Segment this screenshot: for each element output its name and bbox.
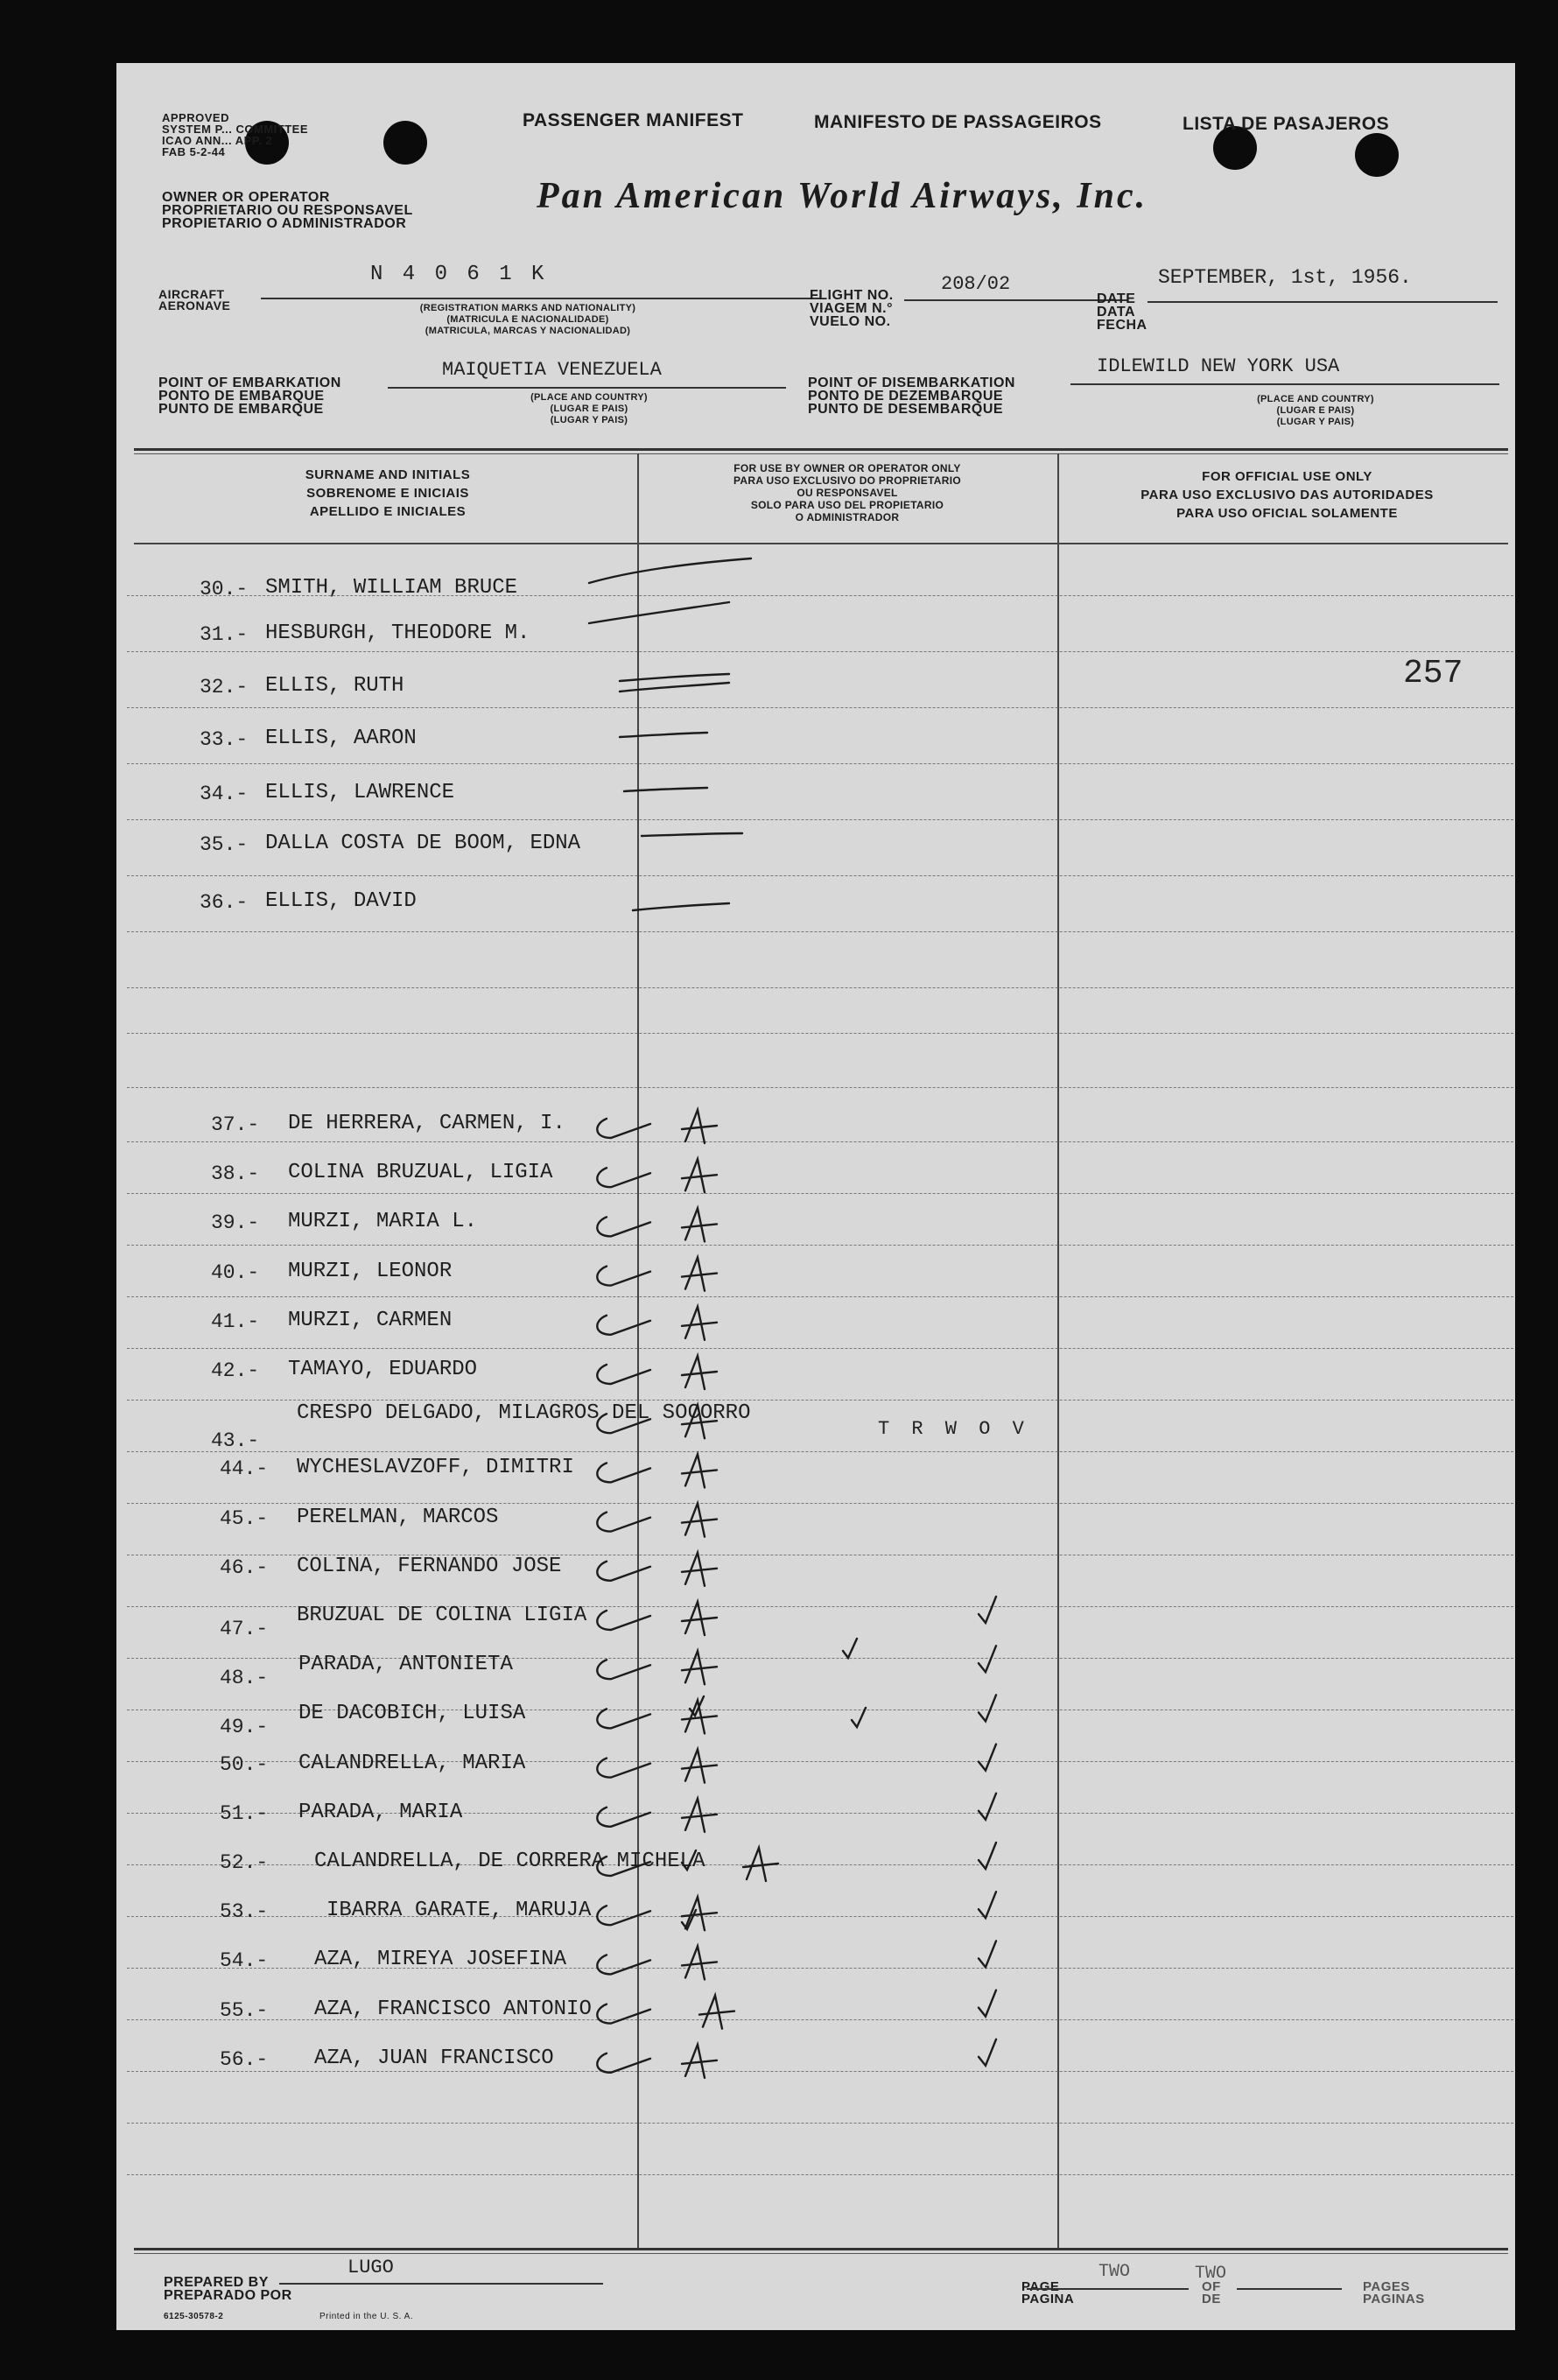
of-label: OF DE (1202, 2279, 1221, 2306)
approval-mark (682, 2045, 717, 2078)
passenger-name: PARADA, ANTONIETA (298, 1653, 513, 1677)
check-dash (633, 903, 729, 910)
passenger-name: AZA, JUAN FRANCISCO (314, 2046, 554, 2070)
check-mark (597, 2004, 650, 2024)
check-dash (589, 602, 729, 623)
check-mark (597, 1119, 650, 1138)
passenger-name: PERELMAN, MARCOS (297, 1505, 499, 1529)
approval-mark (682, 1750, 717, 1783)
approval-mark (682, 1258, 717, 1291)
tick-mark (979, 1843, 996, 1869)
passenger-number: 43.- (211, 1429, 260, 1453)
approval-mark (682, 1946, 717, 1979)
passenger-name: COLINA BRUZUAL, LIGIA (288, 1161, 553, 1185)
form-approval: APPROVED SYSTEM P... COMMITTEE ICAO ANN... APP. 2 FAB 5-2-44 (162, 111, 309, 158)
approval-mark (682, 1110, 717, 1143)
approval-mark (682, 1700, 717, 1733)
prepared-by-line (279, 2283, 603, 2285)
passenger-number: 31.- (200, 623, 249, 646)
embarkation-value: MAIQUETIA VENEZUELA (442, 359, 662, 381)
approval-mark (682, 1159, 717, 1192)
check-dash (624, 788, 707, 791)
embarkation-sub: (PLACE AND COUNTRY) (LUGAR E PAIS) (LUGAR Y PAIS) (530, 392, 648, 425)
footer-rule (134, 2248, 1508, 2250)
passenger-number: 48.- (220, 1667, 269, 1690)
passenger-number: 35.- (200, 833, 249, 856)
embarkation-label: POINT OF EMBARKATION PONTO DE EMBARQUE PUNTO DE EMBARQUE (158, 376, 341, 417)
passenger-number: 47.- (220, 1618, 269, 1640)
check-dash (620, 683, 729, 692)
passenger-number: 42.- (211, 1359, 260, 1382)
passenger-name: CALANDRELLA, DE CORRERA MICHELA (314, 1850, 705, 1873)
check-dash (620, 674, 729, 681)
check-mark (597, 1562, 650, 1581)
prepared-by-label: PREPARED BY PREPARADO POR (164, 2275, 292, 2303)
check-dash (642, 833, 742, 836)
check-mark (597, 1267, 650, 1286)
passenger-number: 46.- (220, 1555, 269, 1579)
passenger-name: PARADA, MARIA (298, 1800, 463, 1824)
check-mark (597, 1857, 650, 1876)
check-mark (597, 1168, 650, 1187)
approval-mark (682, 1602, 717, 1635)
passenger-number: 49.- (220, 1716, 269, 1739)
disembarkation-label: POINT OF DISEMBARKATION PONTO DE DEZEMBARQUE PUNTO DE DESEMBARQUE (808, 376, 1015, 417)
passenger-name: WYCHESLAVZOFF, DIMITRI (297, 1456, 574, 1480)
tick-mark (979, 1597, 996, 1623)
passenger-number: 54.- (220, 1949, 269, 1973)
approval-mark (682, 1405, 717, 1438)
tick-mark (682, 1850, 696, 1870)
passenger-name: HESBURGH, THEODORE M. (265, 621, 530, 645)
company-name: Pan American World Airways, Inc. (537, 176, 1148, 216)
title-pt: MANIFESTO DE PASSAGEIROS (814, 112, 1102, 132)
passenger-number: 37.- (211, 1113, 260, 1136)
handwritten-marks (116, 63, 1515, 2330)
check-mark (597, 1365, 650, 1384)
passenger-name: ELLIS, AARON (265, 727, 417, 750)
passenger-name: BRUZUAL DE COLINA LIGIA (297, 1604, 587, 1627)
passenger-number: 39.- (211, 1211, 260, 1235)
operator-note: T R W O V (878, 1418, 1029, 1440)
passenger-name: COLINA, FERNANDO JOSE (297, 1554, 562, 1578)
page-line (1027, 2288, 1189, 2290)
approval-mark (682, 1504, 717, 1537)
prepared-by-value: LUGO (347, 2257, 394, 2278)
check-mark (597, 1660, 650, 1679)
approval-mark (682, 1454, 717, 1487)
passenger-number: 40.- (211, 1260, 260, 1284)
printed-note: Printed in the U. S. A. (319, 2312, 414, 2321)
disembarkation-value: IDLEWILD NEW YORK USA (1097, 355, 1340, 377)
tick-mark (979, 1990, 996, 2017)
check-mark (597, 1513, 650, 1532)
aircraft-value: N 4 0 6 1 K (370, 263, 548, 286)
pages-label: PAGES PAGINAS (1363, 2279, 1425, 2306)
tick-mark (852, 1708, 866, 1727)
flight-label: FLIGHT NO. VIAGEM N.° VUELO NO. (810, 288, 894, 329)
check-mark (597, 1759, 650, 1778)
passenger-number: 33.- (200, 728, 249, 751)
passenger-number: 55.- (220, 1998, 269, 2022)
of-value: TWO (1195, 2264, 1227, 2284)
passenger-number: 45.- (220, 1506, 269, 1530)
date-label: DATE DATA FECHA (1097, 291, 1147, 333)
passenger-name: CRESPO DELGADO, MILAGROS DEL SOCORRO (297, 1401, 751, 1426)
tick-mark (843, 1639, 857, 1658)
passenger-number: 52.- (220, 1851, 269, 1874)
check-mark (597, 1906, 650, 1925)
tick-mark (979, 1695, 996, 1721)
check-mark (597, 1316, 650, 1335)
passenger-number: 56.- (220, 2047, 269, 2071)
approval-mark (682, 1897, 717, 1930)
passenger-name: MURZI, LEONOR (288, 1259, 453, 1283)
passenger-name: DE HERRERA, CARMEN, I. (288, 1112, 565, 1135)
approval-mark (682, 1208, 717, 1241)
check-mark (597, 1611, 650, 1630)
approval-mark (682, 1799, 717, 1832)
col-name-header: SURNAME AND INITIALS SOBRENOME E INICIAIS APELLIDO E INICIALES (305, 467, 471, 519)
col-official-header: FOR OFFICIAL USE ONLY PARA USO EXCLUSIVO DAS AUTORIDADES PARA USO OFICIAL SOLAMENTE (1140, 469, 1434, 521)
passenger-number: 41.- (211, 1309, 260, 1333)
page-value: TWO (1098, 2262, 1131, 2282)
passenger-number: 51.- (220, 1801, 269, 1825)
tick-mark (979, 1892, 996, 1918)
check-mark (597, 1955, 650, 1974)
owner-label: OWNER OR OPERATOR PROPRIETARIO OU RESPONSAVEL PROPIETARIO O ADMINISTRADOR (162, 190, 413, 231)
disembarkation-sub: (PLACE AND COUNTRY) (LUGAR E PAIS) (LUGAR Y PAIS) (1257, 394, 1374, 427)
passenger-name: AZA, FRANCISCO ANTONIO (314, 1997, 592, 2021)
page-label: PAGE PAGINA (1021, 2279, 1075, 2306)
passenger-name: TAMAYO, EDUARDO (288, 1358, 478, 1381)
passenger-number: 30.- (200, 578, 249, 600)
aircraft-label: AIRCRAFT AERONAVE (158, 287, 231, 312)
approval-mark (699, 1996, 734, 2029)
passenger-number: 44.- (220, 1457, 269, 1481)
of-line (1237, 2288, 1342, 2290)
passenger-number: 36.- (200, 891, 249, 914)
flight-value: 208/02 (941, 273, 1011, 295)
aircraft-sub: (REGISTRATION MARKS AND NATIONALITY) (MATRICULA E NACIONALIDADE) (MATRICULA, MARCAS Y NACIONALIDAD) (419, 303, 636, 336)
approval-mark (682, 1356, 717, 1389)
tick-mark (979, 2039, 996, 2066)
title-en: PASSENGER MANIFEST (523, 110, 744, 130)
passenger-name: ELLIS, LAWRENCE (265, 781, 455, 804)
passenger-name: ELLIS, DAVID (265, 889, 417, 913)
check-dash (620, 733, 707, 737)
col-operator-header: FOR USE BY OWNER OR OPERATOR ONLY PARA USO EXCLUSIVO DO PROPRIETARIO OU RESPONSAVEL SOLO PARA USO DEL PROPIETARIO O ADMINISTRADOR (733, 462, 961, 523)
check-mark (597, 1709, 650, 1728)
passenger-name: DE DACOBICH, LUISA (298, 1702, 526, 1726)
passenger-name: ELLIS, RUTH (265, 674, 404, 698)
tick-mark (979, 1941, 996, 1967)
passenger-number: 34.- (200, 783, 249, 805)
passenger-name: IBARRA GARATE, MARUJA (326, 1899, 592, 1923)
passenger-number: 38.- (211, 1162, 260, 1186)
passenger-name: AZA, MIREYA JOSEFINA (314, 1948, 567, 1972)
check-mark (597, 2054, 650, 2073)
passenger-number: 53.- (220, 1900, 269, 1924)
tick-mark (979, 1646, 996, 1672)
passenger-name: DALLA COSTA DE BOOM, EDNA (265, 832, 581, 855)
passenger-name: CALANDRELLA, MARIA (298, 1751, 526, 1775)
approval-mark (682, 1307, 717, 1340)
footer-rule-2 (134, 2253, 1508, 2254)
approval-mark (682, 1553, 717, 1586)
passenger-number: 50.- (220, 1752, 269, 1776)
check-mark (597, 1808, 650, 1827)
form-number: 6125-30578-2 (164, 2312, 224, 2321)
passenger-name: SMITH, WILLIAM BRUCE (265, 576, 518, 600)
check-dash (589, 558, 751, 583)
passenger-number: 32.- (200, 676, 249, 699)
official-number: 257 (1403, 655, 1463, 692)
check-mark (597, 1463, 650, 1482)
approval-mark (682, 1651, 717, 1684)
manifest-sheet (116, 63, 1515, 2330)
tick-mark (979, 1745, 996, 1771)
passenger-name: MURZI, MARIA L. (288, 1210, 478, 1234)
date-value: SEPTEMBER, 1st, 1956. (1158, 266, 1412, 289)
check-mark (597, 1414, 650, 1433)
title-es: LISTA DE PASAJEROS (1183, 114, 1390, 134)
passenger-name: MURZI, CARMEN (288, 1308, 453, 1332)
check-mark (597, 1217, 650, 1236)
approval-mark (743, 1848, 778, 1881)
tick-mark (979, 1794, 996, 1820)
